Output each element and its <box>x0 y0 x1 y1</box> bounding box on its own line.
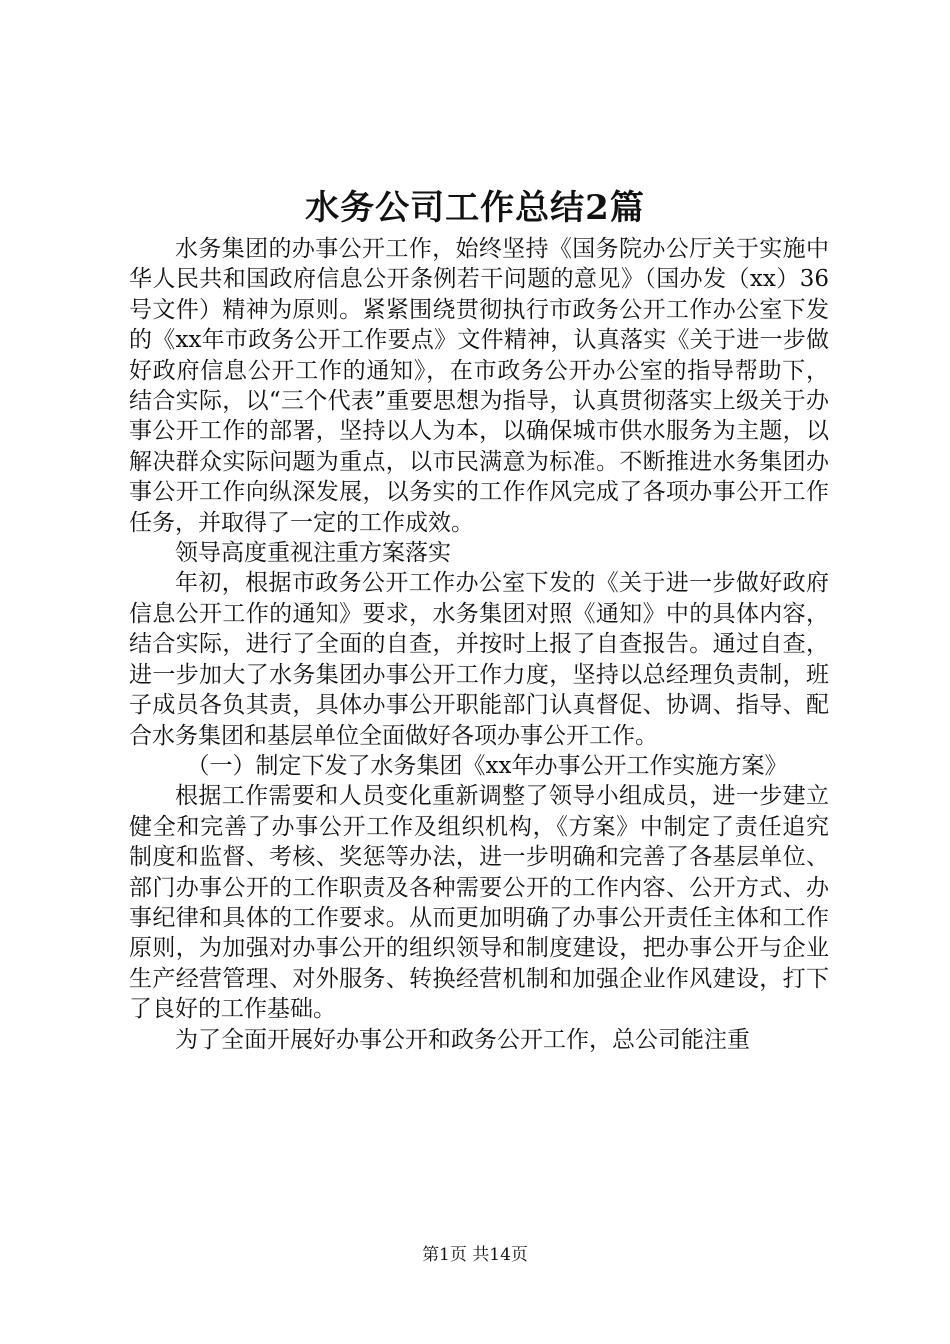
page-number: 第1页 共14页 <box>422 1245 528 1265</box>
paragraph-intro: 水务集团的办事公开工作，始终坚持《国务院办公厅关于实施中华人民共和国政府信息公开条例若干问题的意见》（国办发（xx）36号文件）精神为原则。紧紧围绕贯彻执行市政务公开工作办公室下发的《xx年市政务公开工作要点》文件精神，认真落实《关于进一步做好政府信息公开工作的通知》，在市政务公开办公室的指导帮助下，结合实际，以“三个代表”重要思想为指导，认真贯彻落实上级关于办事公开工作的部署，坚持以人为本，以确保城市供水服务为主题，以解决群众实际问题为重点，以市民满意为标准。不断推进水务集团办事公开工作向纵深发展，以务实的工作作风完成了各项办事公开工作任务，并取得了一定的工作成效。 <box>129 236 829 536</box>
paragraph-plan: 根据工作需要和人员变化重新调整了领导小组成员，进一步建立健全和完善了办事公开工作及组织机构，《方案》中制定了责任追究制度和监督、考核、奖惩等办法，进一步明确和完善了各基层单位、部门办事公开的工作职责及各种需要公开的工作内容、公开方式、办事纪律和具体的工作要求。从而更加明确了办事公开责任主体和工作原则，为加强对办事公开的组织领导和制度建设，把办事公开与企业生产经营管理、对外服务、转换经营机制和加强企业作风建设，打下了良好的工作基础。 <box>129 783 829 1023</box>
subsection-heading-1: （一）制定下发了水务集团《xx年办事公开工作实施方案》 <box>186 752 788 779</box>
document-title: 水务公司工作总结2篇 <box>305 188 645 228</box>
paragraph-continued: 为了全面开展好办事公开和政务公开工作，总公司能注重 <box>175 1026 750 1053</box>
section-heading: 领导高度重视注重方案落实 <box>175 540 451 567</box>
document-body <box>129 234 829 1055</box>
paragraph-self-check: 年初，根据市政务公开工作办公室下发的《关于进一步做好政府信息公开工作的通知》要求，水务集团对照《通知》中的具体内容，结合实际，进行了全面的自查，并按时上报了自查报告。通过自查，进一步加大了水务集团办事公开工作力度，坚持以总经理负责制，班子成员各负其责，具体办事公开职能部门认真督促、协调、指导、配合水务集团和基层单位全面做好各项办事公开工作。 <box>129 570 829 749</box>
